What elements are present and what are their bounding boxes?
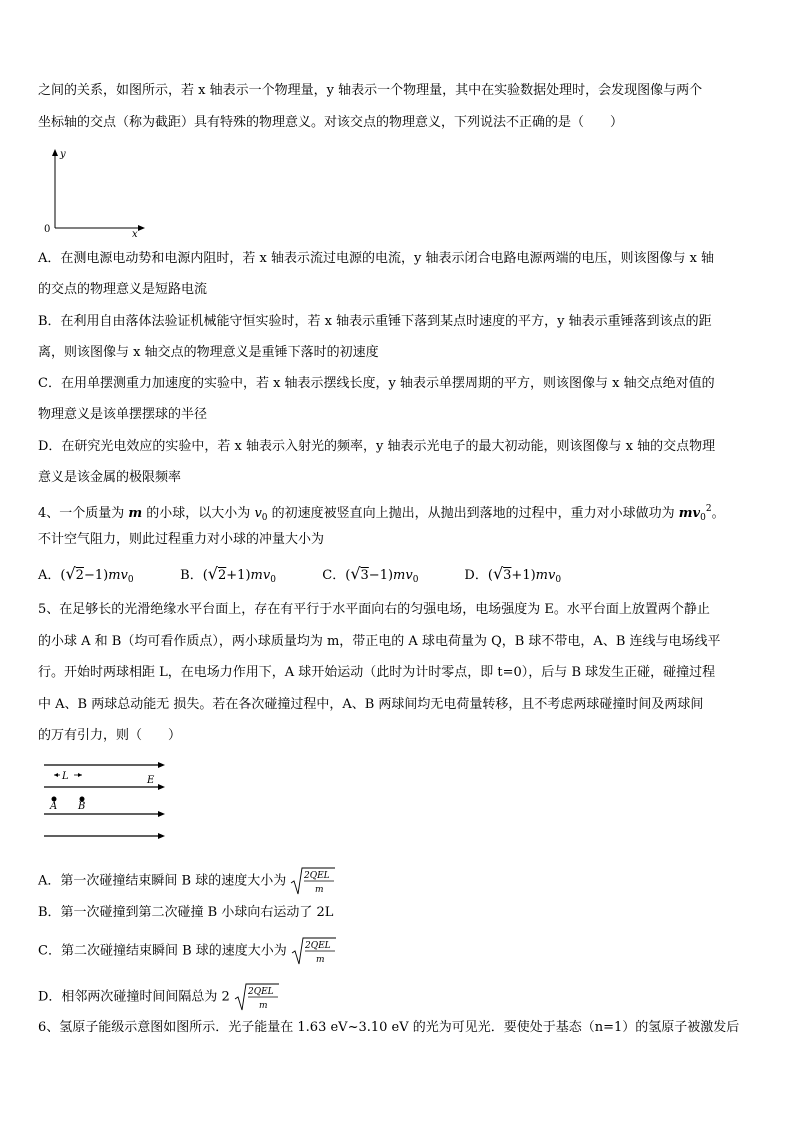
svg-text:2QEL: 2QEL xyxy=(304,941,331,951)
q5-sqrt-frac-d xyxy=(234,982,280,1012)
q4-option-d[interactable]: D．$(√3+1)mv_0$ xyxy=(464,564,562,585)
q5-stem-line1: 5、在足够长的光滑绝缘水平台面上，存在有平行于水平面向右的匀强电场，电场强度为 E。水平台面上放置两个静止 xyxy=(38,602,710,617)
svg-text:m: m xyxy=(258,1001,268,1011)
q3-option-c-line2: 物理意义是该单摆摆球的半径 xyxy=(38,407,208,422)
q3-option-d-line2: 意义是该金属的极限频率 xyxy=(38,470,182,485)
q3-axes-graph xyxy=(42,146,152,238)
q5-figure-L-label: L xyxy=(62,771,69,782)
q5-option-b[interactable]: B．第一次碰撞到第二次碰撞 B 小球向右运动了 2L xyxy=(38,905,334,920)
q5-field-diagram xyxy=(42,757,172,842)
q4-stem-line1: 4、一个质量为 m 的小球，以大小为 $v_0$ 的初速度被竖直向上抛出，从抛出到落地的过程中，重力对小球做功为 $mv_0^2$。 xyxy=(38,504,725,523)
q4-option-a[interactable]: A．$(√2-1)mv_0$ xyxy=(38,564,134,585)
q4-stem-line2: 不计空气阻力，则此过程重力对小球的冲量大小为 xyxy=(38,532,325,547)
q4-option-b[interactable]: B．$(√2+1)mv_0$ xyxy=(180,564,276,585)
q3-option-d-line1: D．在研究光电效应的实验中，若 x 轴表示入射光的频率，y 轴表示光电子的最大初动能，则该图像与 x 轴的交点物理 xyxy=(38,439,716,454)
q5-stem-line4: 中 A、B 两球总动能无 损失。若在各次碰撞过程中，A、B 两球间均无电荷量转移，且不考虑两球碰撞时间及两球间 xyxy=(38,697,704,712)
svg-text:2QEL: 2QEL xyxy=(247,987,274,997)
q5-stem-line5: 的万有引力，则（ ） xyxy=(38,728,182,743)
q3-option-a-line1: A．在测电源电动势和电源内阻时，若 x 轴表示流过电源的电流，y 轴表示闭合电路电源两端的电压，则该图像与 x 轴 xyxy=(38,251,715,266)
q3-graph-y-label: y xyxy=(60,149,66,160)
q4-option-c[interactable]: C．$(√3-1)mv_0$ xyxy=(322,564,419,585)
q5-stem-line2: 的小球 A 和 B（均可看作质点），两小球质量均为 m，带正电的 A 球电荷量为 Q，B 球不带电，A、B 连线与电场线平 xyxy=(38,634,721,649)
q5-sqrt-frac-c xyxy=(291,936,337,966)
q5-option-a[interactable]: A．第一次碰撞结束瞬间 B 球的速度大小为 2QEL m xyxy=(38,866,336,896)
q5-sqrt-frac-a xyxy=(290,866,336,896)
svg-text:2QEL: 2QEL xyxy=(304,871,331,881)
q4-options xyxy=(38,565,602,589)
q5-option-c[interactable]: C．第二次碰撞结束瞬间 B 球的速度大小为 2QEL m xyxy=(38,936,337,966)
q6-stem-line1: 6、氢原子能级示意图如图所示．光子能量在 1.63 eV~3.10 eV 的光为可见光．要使处于基态（n=1）的氢原子被激发后 xyxy=(38,1020,740,1035)
q5-stem-line3: 行。开始时两球相距 L，在电场力作用下，A 球开始运动（此时为计时零点，即 t=0），后与 B 球发生正碰，碰撞过程 xyxy=(38,665,716,680)
q5-option-d[interactable]: D．相邻两次碰撞时间间隔总为 2 2QEL m xyxy=(38,982,280,1012)
q3-stem-line2: 坐标轴的交点（称为截距）具有特殊的物理意义。对该交点的物理意义，下列说法不正确的是（ ） xyxy=(38,115,624,130)
svg-text:m: m xyxy=(315,885,324,895)
svg-text:m: m xyxy=(315,955,325,965)
q5-figure-A-label: A xyxy=(50,801,58,812)
q5-figure-E-label: E xyxy=(147,775,155,786)
q3-option-c-line1: C．在用单摆测重力加速度的实验中，若 x 轴表示摆线长度，y 轴表示单摆周期的平方，则该图像与 x 轴交点绝对值的 xyxy=(38,376,715,391)
q3-option-a-line2: 的交点的物理意义是短路电流 xyxy=(38,282,208,297)
q3-option-b-line2: 离，则该图像与 x 轴交点的物理意义是重锤下落时的初速度 xyxy=(38,345,379,360)
q3-option-b-line1: B．在利用自由落体法验证机械能守恒实验时，若 x 轴表示重锤下落到某点时速度的平方，y 轴表示重锤落到该点的距 xyxy=(38,314,712,329)
q5-figure-B-label: B xyxy=(78,801,86,812)
q3-graph-origin: 0 xyxy=(44,224,51,235)
q3-graph-x-label: x xyxy=(132,229,138,238)
q3-stem-line1: 之间的关系，如图所示，若 x 轴表示一个物理量，y 轴表示一个物理量，其中在实验数据处理时，会发现图像与两个 xyxy=(38,83,703,98)
